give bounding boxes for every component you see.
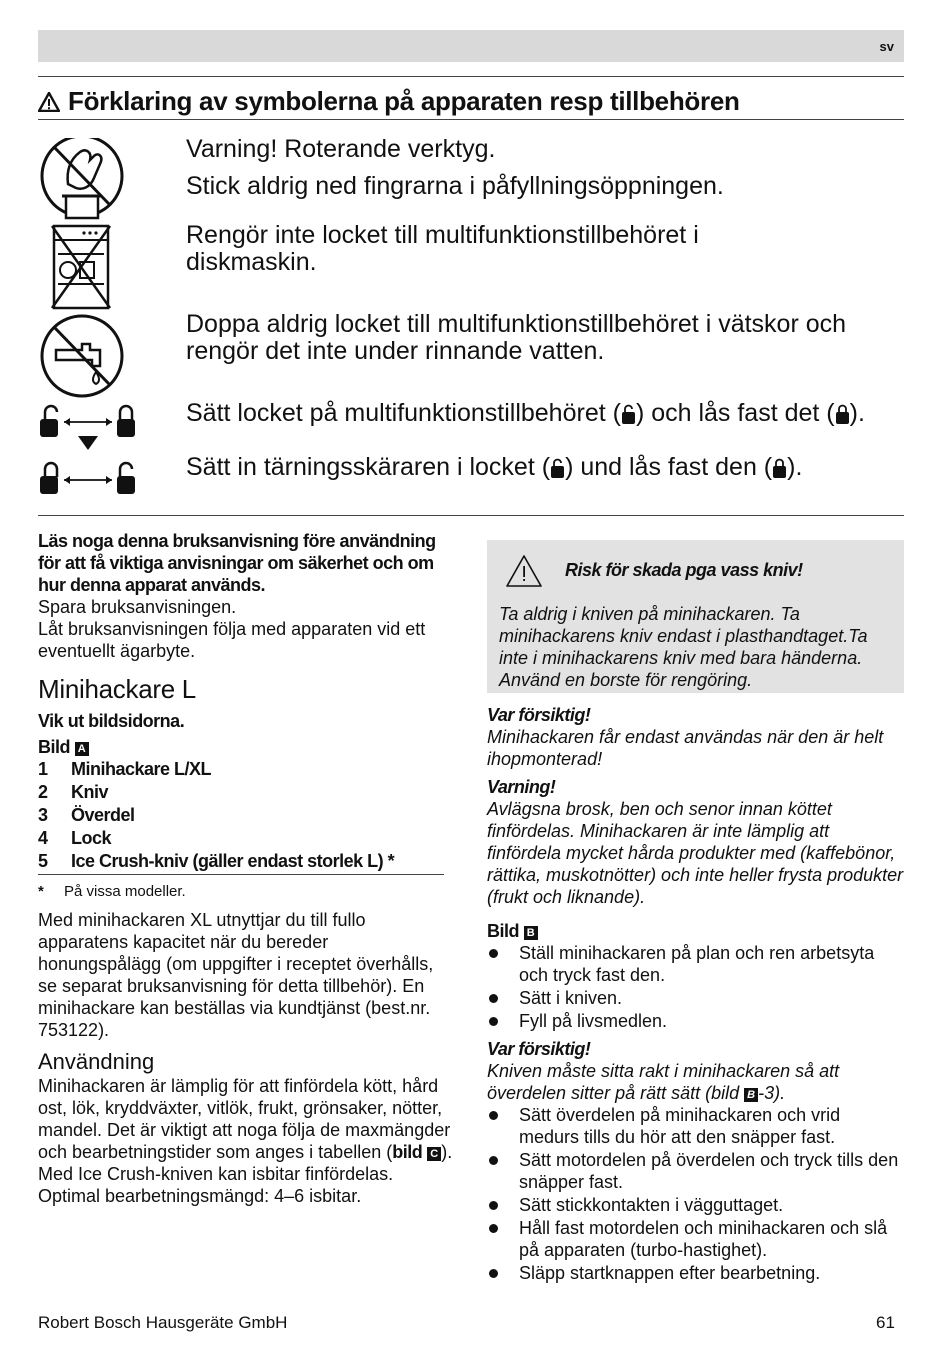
- footnote: * På vissa modeller.: [38, 883, 186, 900]
- intro-keep: Spara bruksanvisningen.: [38, 597, 237, 617]
- list-item: Fyll på livsmedlen.: [487, 1010, 904, 1032]
- bild-b-label: Bild B: [487, 920, 904, 942]
- no-dishwasher-icon: [50, 224, 112, 310]
- badge-a: A: [75, 742, 89, 756]
- list-item: Ställ minihackaren på plan och ren arbetsyta och tryck fast den.: [487, 942, 904, 986]
- list-item: 5 Ice Crush-kniv (gäller endast storlek L) *: [38, 851, 395, 871]
- divider: [38, 119, 904, 120]
- warning-triangle-icon: [38, 92, 60, 112]
- knife-warning-box: [487, 540, 904, 693]
- unlock-icon: [621, 403, 636, 425]
- intro-transfer: Låt bruksanvisningen följa med apparaten vid ett eventuellt ägarbyte.: [38, 619, 426, 661]
- list-item: Sätt överdelen på minihackaren och vrid medurs tills du hör att den snäpper fast.: [487, 1104, 904, 1148]
- title-text: Förklaring av symbolerna på apparaten resp tillbehören: [68, 86, 740, 116]
- caution-title: Var försiktig!: [487, 705, 591, 725]
- bullet-icon: [489, 1269, 498, 1278]
- badge-b: B: [744, 1088, 758, 1102]
- intro-bold: Läs noga denna bruksanvisning före användning för att få viktiga anvisningar om säkerhet och om hur denna apparat används.: [38, 531, 436, 595]
- no-water-icon: [38, 314, 128, 398]
- caution-text: Kniven måste sitta rakt i minihackaren så att överdelen sitter på rätt sätt (bild B -3).: [487, 1061, 840, 1103]
- unlock-icon: [550, 457, 565, 479]
- list-item: 4 Lock: [38, 828, 112, 848]
- bullet-icon: [489, 994, 498, 1003]
- page-title: [38, 86, 740, 117]
- caution-text: Minihackaren får endast användas när den är helt ihopmonterad!: [487, 727, 884, 769]
- xl-paragraph: Med minihackaren XL utnyttjar du till fullo apparatens kapacitet när du bereder honungspålägg (om uppgifter i receptet överhålls, se separat bruksanvisning för detta tillbehör). En minihackare kan beställas via kundtjänst (best.nr. 753122).: [38, 910, 434, 1040]
- bild-a-label: Bild A: [38, 736, 453, 758]
- footer-company: Robert Bosch Hausgeräte GmbH: [38, 1313, 288, 1332]
- divider: [38, 76, 904, 77]
- bullet-icon: [489, 1111, 498, 1120]
- bullet-icon: [489, 1224, 498, 1233]
- header-bar: [38, 30, 904, 62]
- steps-list: [487, 1104, 904, 1284]
- warning-triangle-icon: [505, 554, 543, 588]
- right-column: [487, 704, 904, 1284]
- usage-heading: Användning: [38, 1049, 155, 1074]
- symbol-text-dicer: Sätt in tärningsskäraren i locket ( ) und lås fast den ( ).: [186, 453, 803, 481]
- list-item: Sätt i kniven.: [487, 987, 904, 1009]
- left-column: [38, 530, 453, 1207]
- ice-crush-note: Med Ice Crush-kniven kan isbitar finfördelas.: [38, 1164, 394, 1184]
- lock-icon: [772, 457, 787, 479]
- badge-c: C: [427, 1147, 441, 1161]
- list-item: 3 Överdel: [38, 805, 135, 825]
- symbol-text-rotating: [186, 131, 906, 205]
- language-code: sv: [879, 39, 894, 54]
- list-item: 1 Minihackare L/XL: [38, 759, 212, 779]
- list-item: 2 Kniv: [38, 782, 109, 802]
- list-item: Släpp startknappen efter bearbetning.: [487, 1262, 904, 1284]
- lock-sequence-icon: [38, 402, 142, 498]
- list-item: Sätt stickkontakten i vägguttaget.: [487, 1194, 904, 1216]
- steps-list: [487, 942, 904, 1032]
- warning-title: Varning!: [487, 777, 556, 797]
- symbol-text-lock-lid: Sätt locket på multifunktionstillbehöret ( ) och lås fast det ( ).: [186, 399, 865, 427]
- section-heading: Minihackare L: [38, 674, 196, 704]
- symbol-text-water: Doppa aldrig locket till multifunktionstillbehöret i vätskor och rengör det inte under rinnande vatten.: [186, 310, 847, 365]
- list-item: Sätt motordelen på överdelen och tryck tills den snäpper fast.: [487, 1149, 904, 1193]
- warning-text: Avlägsna brosk, ben och senor innan köttet finfördelas. Minihackaren är inte lämplig att finfördela mycket hårda produkter med (kaffebönor, rättika, muskotnötter) och inte heller frysta produkter (frukt och liknande).: [487, 799, 904, 907]
- caution-title: Var försiktig!: [487, 1039, 591, 1059]
- lock-icon: [835, 403, 850, 425]
- no-fingers-icon: [38, 138, 128, 222]
- bullet-icon: [489, 949, 498, 958]
- divider: [38, 515, 904, 516]
- parts-list: [38, 758, 444, 875]
- page-number: 61: [876, 1313, 895, 1332]
- no-fingers-text: Stick aldrig ned fingrarna i påfyllningsöppningen.: [186, 172, 724, 200]
- usage-paragraph: Minihackaren är lämplig för att finfördela kött, hård ost, lök, kryddväxter, vitlök, frukt, grönsaker, nötter, mandel. Det är viktigt att noga följa de maxmängder och bearbetningstider som anges i tabellen (bild C ).: [38, 1076, 453, 1162]
- symbol-text-dishwasher: Rengör inte locket till multifunktionstillbehöret i diskmaskin.: [186, 221, 699, 276]
- fold-out-note: Vik ut bildsidorna.: [38, 711, 185, 731]
- knife-warning-text: Ta aldrig i kniven på minihackaren. Ta minihackarens kniv endast i plasthandtaget.Ta inte i minihackarens kniv med bara händerna. Använd en borste för rengöring.: [499, 604, 868, 690]
- badge-b: B: [524, 926, 538, 940]
- knife-warning-title: Risk för skada pga vass kniv!: [565, 560, 803, 580]
- bullet-icon: [489, 1017, 498, 1026]
- bullet-icon: [489, 1201, 498, 1210]
- ice-amount-note: Optimal bearbetningsmängd: 4–6 isbitar.: [38, 1186, 362, 1206]
- warning-rotating-text: Varning! Roterande verktyg.: [186, 135, 496, 163]
- bullet-icon: [489, 1156, 498, 1165]
- list-item: Håll fast motordelen och minihackaren och slå på apparaten (turbo-hastighet).: [487, 1217, 904, 1261]
